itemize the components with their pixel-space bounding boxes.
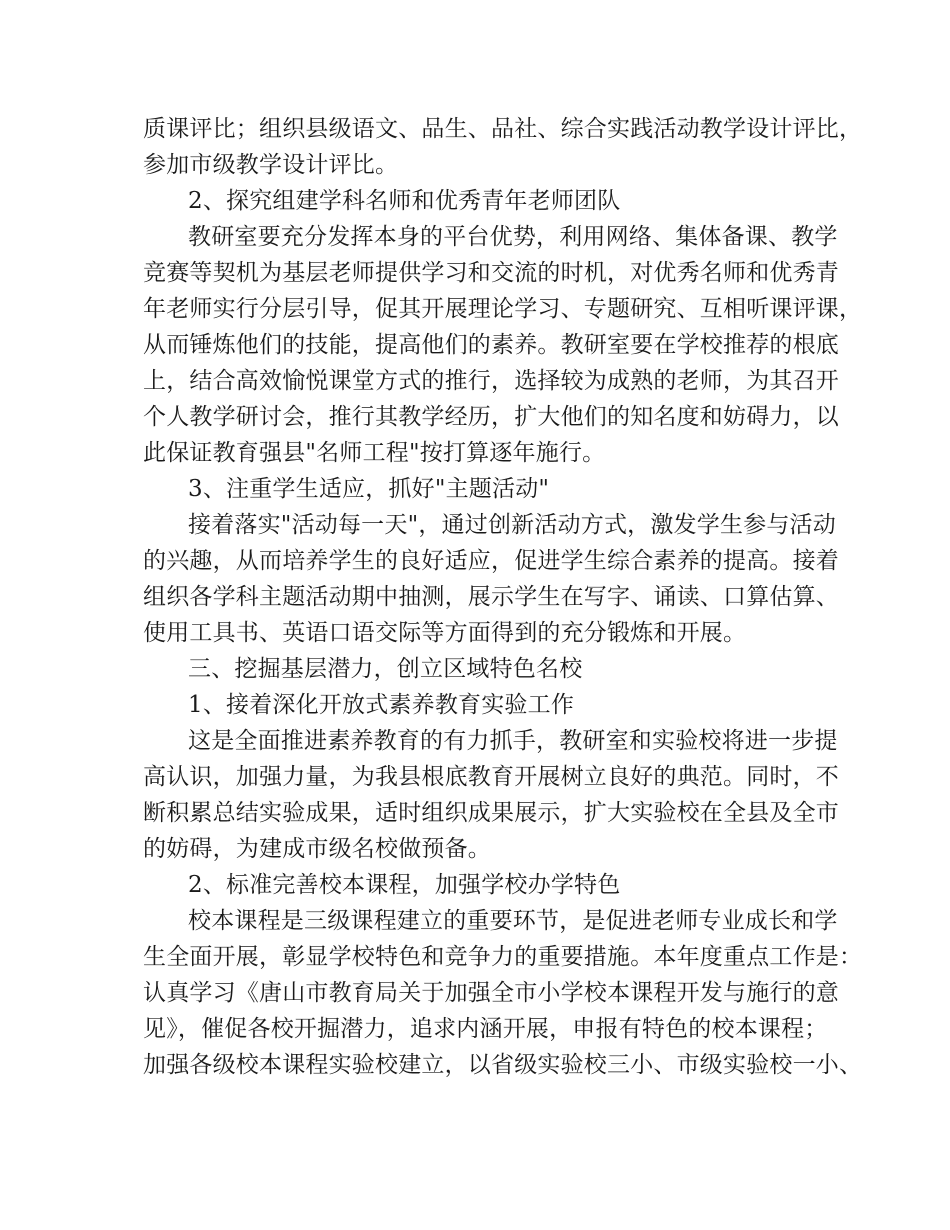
text-line: 此保证教育强县"名师工程"按打算逐年施行。 [143, 440, 606, 466]
section-heading: 2、标准完善校本课程，加强学校办学特色 [188, 872, 621, 898]
text-line: 的兴趣，从而培养学生的良好适应，促进学生综合素养的提高。接着 [143, 548, 839, 574]
text-line: 参加市级教学设计评比。 [143, 152, 399, 178]
text-line: 校本课程是三级课程建立的重要环节，是促进老师专业成长和学 [188, 908, 838, 934]
text-line: 这是全面推进素养教育的有力抓手，教研室和实验校将进一步提 [188, 728, 838, 754]
text-line: 加强各级校本课程实验校建立，以省级实验校三小、市级实验校一小、 [143, 1052, 863, 1078]
text-line: 的妨碍，为建成市级名校做预备。 [143, 836, 491, 862]
text-line: 上，结合高效愉悦课堂方式的推行，选择较为成熟的老师，为其召开 [143, 368, 839, 394]
text-line: 质课评比；组织县级语文、品生、品社、综合实践活动教学设计评比， [143, 116, 863, 142]
text-line: 生全面开展，彰显学校特色和竞争力的重要措施。本年度重点工作是： [143, 944, 863, 970]
text-line: 年老师实行分层引导，促其开展理论学习、专题研究、互相听课评课， [143, 296, 863, 322]
text-line: 认真学习《唐山市教育局关于加强全市小学校本课程开发与施行的意 [143, 980, 839, 1006]
section-heading: 三、挖掘基层潜力，创立区域特色名校 [188, 656, 583, 682]
text-line: 断积累总结实验成果，适时组织成果展示，扩大实验校在全县及全市 [143, 800, 839, 826]
text-line: 使用工具书、英语口语交际等方面得到的充分锻炼和开展。 [143, 620, 747, 646]
text-line: 组织各学科主题活动期中抽测，展示学生在写字、诵读、口算估算、 [143, 584, 839, 610]
text-line: 从而锤炼他们的技能，提高他们的素养。教研室要在学校推荐的根底 [143, 332, 839, 358]
section-heading: 3、注重学生适应，抓好"主题活动" [188, 476, 550, 502]
text-line: 见》，催促各校开掘潜力，追求内涵开展，申报有特色的校本课程； [143, 1016, 828, 1042]
section-heading: 2、探究组建学科名师和优秀青年老师团队 [188, 188, 621, 214]
text-line: 接着落实"活动每一天"，通过创新活动方式，激发学生参与活动 [188, 512, 836, 538]
text-line: 竞赛等契机为基层老师提供学习和交流的时机，对优秀名师和优秀青 [143, 260, 839, 286]
text-line: 个人教学研讨会，推行其教学经历，扩大他们的知名度和妨碍力，以 [143, 404, 839, 430]
text-line: 高认识，加强力量，为我县根底教育开展树立良好的典范。同时，不 [143, 764, 839, 790]
text-line: 教研室要充分发挥本身的平台优势，利用网络、集体备课、教学 [188, 224, 838, 250]
section-heading: 1、接着深化开放式素养教育实验工作 [188, 692, 575, 718]
